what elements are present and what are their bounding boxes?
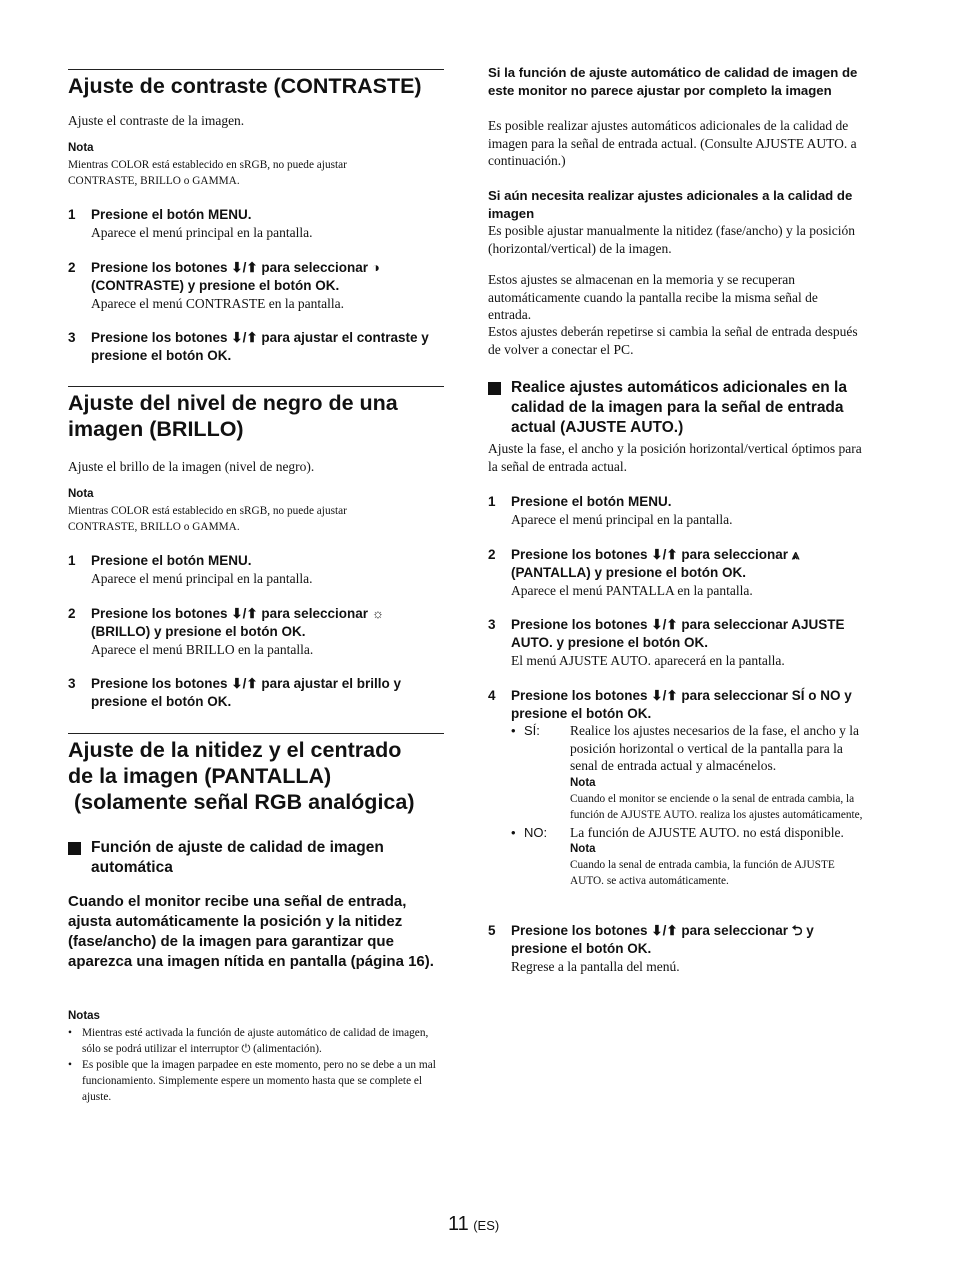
step-number: 1 — [68, 207, 76, 222]
option-text: Realice los ajustes necesarios de la fase, el ancho y la posición horizontal o vertical de la pantalla para la senal de entrada actual y almacénelos. — [570, 723, 860, 773]
step-instruction: Presione el botón MENU. — [91, 553, 252, 568]
list-item: • Mientras esté activada la función de ajuste automático de calidad de imagen, sólo se podrá utilizar el interruptor ⏻ (alimentación). — [68, 1025, 444, 1057]
option-si — [511, 722, 864, 823]
nota-label: Nota — [68, 488, 94, 500]
square-bullet-icon — [68, 842, 81, 855]
nota-text: Mientras COLOR está establecido en sRGB, no puede ajustar CONTRASTE, BRILLO o GAMMA. — [68, 159, 347, 187]
subsection-title: Realice ajustes automáticos adicionales en la calidad de la imagen para la señal de entrada actual (AJUSTE AUTO.) — [511, 379, 847, 436]
step-instruction: Presione los botones ⬇/⬆ para seleccionar AJUSTE AUTO. y presione el botón OK. — [511, 617, 845, 650]
option-key-label: NO: — [524, 824, 548, 840]
block-text: Es posible ajustar manualmente la nitidez (fase/ancho) y la posición (horizontal/vertical) de la imagen. — [488, 223, 856, 256]
paragraph: Estos ajustes se almacenan en la memoria y se recuperan automáticamente cuando la pantalla recibe la misma señal de entrada. — [488, 272, 818, 322]
step — [488, 687, 864, 723]
step-instruction: Presione los botones ⬇/⬆ para seleccionar ☼ (BRILLO) y presione el botón OK. — [91, 606, 385, 639]
step-instruction: Presione los botones ⬇/⬆ para seleccionar ◑ (CONTRASTE) y presione el botón OK. — [91, 260, 380, 293]
language-code: (ES) — [473, 1218, 500, 1233]
section-title: Ajuste de contraste (CONTRASTE) — [68, 69, 444, 99]
notas-label: Notas — [68, 1010, 100, 1022]
step-instruction: Presione los botones ⬇/⬆ para seleccionar ⩓ (PANTALLA) y presione el botón OK. — [511, 547, 800, 580]
section-brillo — [68, 386, 444, 442]
step-description: El menú AJUSTE AUTO. aparecerá en la pantalla. — [511, 653, 785, 668]
step — [488, 546, 864, 600]
page-number — [448, 1213, 499, 1236]
step — [68, 675, 444, 711]
list-item: • Es posible que la imagen parpadee en este momento, pero no se debe a un mal funcionamiento. Simplemente espere un momento hasta que se complete el ajuste. — [68, 1057, 444, 1105]
option-key: • NO: — [511, 824, 548, 840]
block-text: Es posible realizar ajustes automáticos adicionales de la calidad de imagen para la señal de entrada actual. (Consulte AJUSTE AUTO. a continuación.) — [488, 118, 857, 168]
step-description: Aparece el menú principal en la pantalla. — [91, 571, 313, 586]
step-number: 1 — [488, 494, 496, 509]
section-title-line-1: Ajuste de la nitidez y el centrado — [68, 738, 402, 762]
step — [68, 329, 444, 365]
nota-label: Nota — [570, 843, 596, 855]
step — [68, 259, 444, 313]
step-number: 2 — [68, 260, 76, 275]
step-description: Aparece el menú principal en la pantalla. — [91, 225, 313, 240]
subsection-title: Función de ajuste de calidad de imagen automática — [91, 839, 384, 876]
option-no — [511, 824, 864, 890]
option-key: • SÍ: — [511, 723, 540, 738]
section-title-line-2: de la imagen (PANTALLA) — [68, 764, 332, 788]
page-number-value: 11 — [448, 1213, 469, 1235]
section-title-line-3: (solamente señal RGB analógica) — [68, 790, 415, 814]
option-list — [511, 722, 864, 889]
step — [488, 616, 864, 670]
step-number: 3 — [488, 617, 496, 632]
step-instruction: Presione los botones ⬇/⬆ para seleccionar ⮌ y presione el botón OK. — [511, 923, 814, 956]
step-number: 2 — [488, 547, 496, 562]
step-instruction: Presione el botón MENU. — [511, 494, 672, 509]
nota-label: Nota — [68, 142, 94, 154]
step-instruction: Presione los botones ⬇/⬆ para ajustar el contraste y presione el botón OK. — [91, 330, 429, 363]
step-description: Regrese a la pantalla del menú. — [511, 959, 680, 974]
nota-label: Nota — [570, 776, 596, 789]
step — [488, 922, 864, 976]
step — [68, 552, 444, 588]
step-instruction: Presione los botones ⬇/⬆ para seleccionar SÍ o NO y presione el botón OK. — [511, 688, 852, 721]
block-heading: Si la función de ajuste automático de calidad de imagen de este monitor no parece ajustar por completo la imagen — [488, 65, 858, 98]
step — [68, 206, 444, 242]
bold-paragraph: Cuando el monitor recibe una señal de entrada, ajusta automáticamente la posición y la nitidez (fase/ancho) de la imagen para garantizar que aparezca una imagen nítida en pantalla (página 16). — [68, 893, 434, 970]
section-intro: Ajuste el brillo de la imagen (nivel de negro). — [68, 459, 315, 474]
nota-text: Cuando el monitor se enciende o la senal de entrada cambia, la función de AJUSTE AUTO. realiza los ajustes automáticamente, — [570, 792, 863, 821]
step — [488, 493, 864, 529]
step-number: 4 — [488, 688, 496, 703]
step-description: Aparece el menú PANTALLA en la pantalla. — [511, 583, 753, 598]
step-description: Aparece el menú BRILLO en la pantalla. — [91, 642, 314, 657]
subsection-heading — [68, 838, 444, 878]
paragraph: Estos ajustes deberán repetirse si cambia la señal de entrada después de volver a conectar el PC. — [488, 324, 858, 357]
nota-text: Cuando la senal de entrada cambia, la función de AJUSTE AUTO. se activa automáticamente. — [570, 859, 835, 887]
step-number: 3 — [68, 330, 76, 345]
section-title: Ajuste del nivel de negro de una imagen (BRILLO) — [68, 386, 444, 442]
notas-list — [68, 1025, 444, 1105]
step-number: 1 — [68, 553, 76, 568]
step-number: 2 — [68, 606, 76, 621]
section-pantalla — [68, 733, 444, 815]
option-text: La función de AJUSTE AUTO. no está disponible. — [570, 824, 844, 840]
step-description: Aparece el menú principal en la pantalla. — [511, 512, 733, 527]
step-instruction: Presione los botones ⬇/⬆ para ajustar el brillo y presione el botón OK. — [91, 676, 401, 709]
subsection-heading — [488, 378, 864, 438]
nota-text: Mientras COLOR está establecido en sRGB, no puede ajustar CONTRASTE, BRILLO o GAMMA. — [68, 505, 347, 533]
subsection-intro: Ajuste la fase, el ancho y la posición horizontal/vertical óptimos para la señal de entrada actual. — [488, 441, 862, 474]
section-contraste — [68, 69, 444, 99]
square-bullet-icon — [488, 382, 501, 395]
section-title — [68, 733, 444, 815]
step-number: 5 — [488, 923, 496, 938]
option-key-label: SÍ: — [524, 723, 540, 738]
step — [68, 605, 444, 659]
step-instruction: Presione el botón MENU. — [91, 207, 252, 222]
section-intro: Ajuste el contraste de la imagen. — [68, 113, 245, 128]
step-number: 3 — [68, 676, 76, 691]
block-heading: Si aún necesita realizar ajustes adicionales a la calidad de imagen — [488, 188, 853, 221]
step-description: Aparece el menú CONTRASTE en la pantalla. — [91, 296, 345, 311]
